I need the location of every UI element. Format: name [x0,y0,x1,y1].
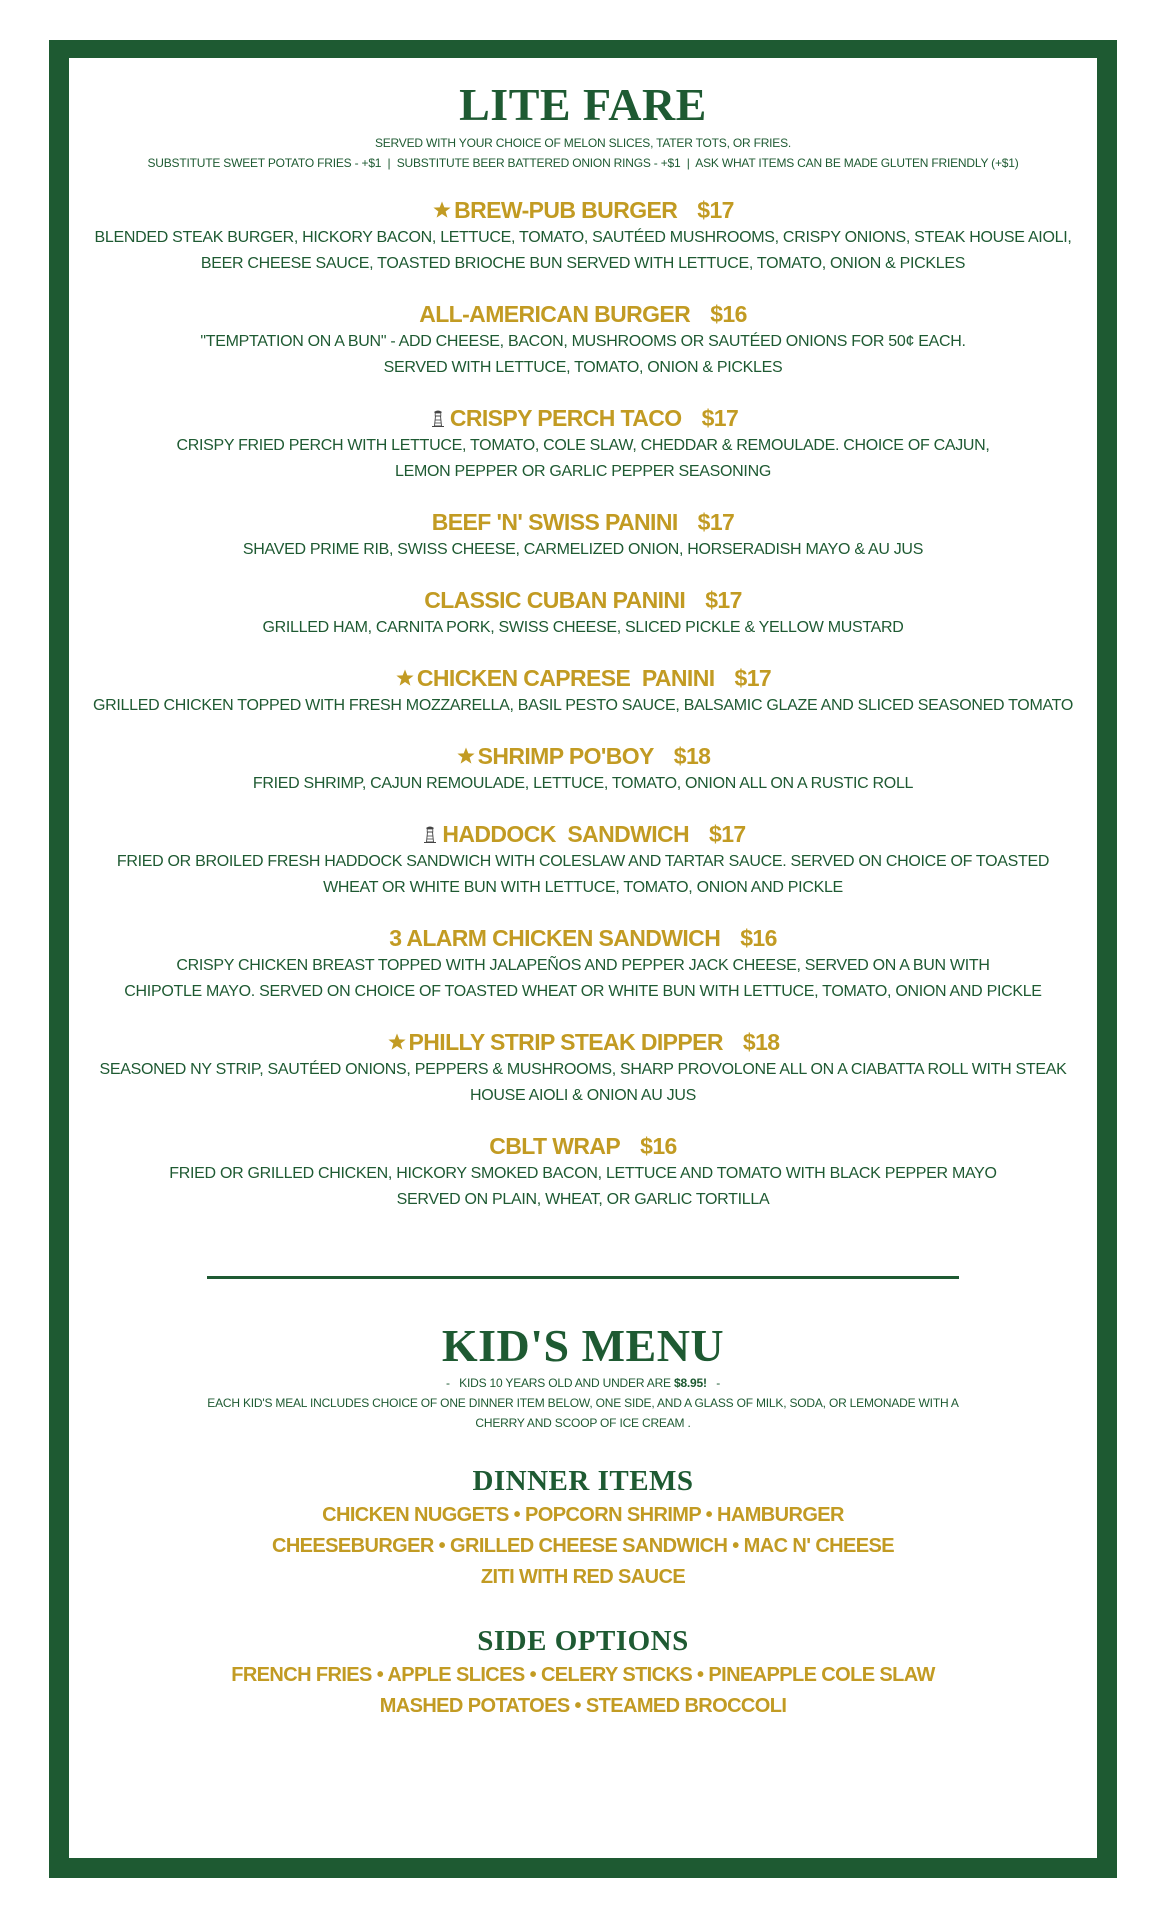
menu-item [69,585,1097,641]
menu-item-heading [69,819,1097,849]
menu-item-description: FRIED OR GRILLED CHICKEN, HICKORY SMOKED BACON, LETTUCE AND TOMATO WITH BLACK PEPPER MAYO [169,1165,997,1182]
menu-item-description: "TEMPTATION ON A BUN" - ADD CHEESE, BACON, MUSHROOMS OR SAUTÉED ONIONS FOR 50¢ EACH. [200,333,966,350]
menu-panel [69,58,1097,1858]
menu-border [49,40,1117,1878]
side-options-line: FRENCH FRIES • APPLE SLICES • CELERY STICKS • PINEAPPLE COLE SLAW [231,1664,935,1686]
dinner-items-list [69,1500,1097,1593]
menu-item-heading [69,195,1097,225]
menu-item-description: SHAVED PRIME RIB, SWISS CHEESE, CARMELIZED ONION, HORSERADISH MAYO & AU JUS [242,541,924,558]
menu-item-name: BREW-PUB BURGER [454,197,678,223]
menu-item-description: BEER CHEESE SAUCE, TOASTED BRIOCHE BUN SERVED WITH LETTUCE, TOMATO, ONION & PICKLES [200,255,966,272]
menu-item-price: $17 [701,405,739,431]
menu-item-description: HOUSE AIOLI & ONION AU JUS [469,1087,697,1104]
menu-item-price: $17 [697,509,735,535]
side-options-line: MASHED POTATOES • STEAMED BROCCOLI [379,1695,787,1717]
lite-fare-note [69,133,1097,173]
kids-price: $8.95! [673,1376,707,1390]
menu-item-description: BLENDED STEAK BURGER, HICKORY BACON, LETTUCE, TOMATO, SAUTÉED MUSHROOMS, CRISPY ONIONS, STEAK HOUSE AIOLI, [94,229,1072,246]
lite-fare-note-line-2: SUBSTITUTE SWEET POTATO FRIES - +$1 | SUBSTITUTE BEER BATTERED ONION RINGS - +$1 | ASK WHAT ITEMS CAN BE MADE GLUTEN FRIENDLY (+$1) [147,156,1019,170]
dinner-items-line: ZITI WITH RED SAUCE [480,1566,686,1588]
lite-fare-title: LITE FARE [459,79,707,130]
kids-note-prefix: - KIDS 10 YEARS OLD AND UNDER ARE [445,1376,674,1390]
menu-item-name: CBLT WRAP [489,1133,621,1159]
menu-item-description: CHIPOTLE MAYO. SERVED ON CHOICE OF TOASTED WHEAT OR WHITE BUN WITH LETTUCE, TOMATO, ONION AND PICKLE [124,983,1042,1000]
lite-fare-items [69,195,1097,1213]
lighthouse-icon [428,408,448,428]
menu-item-name: CLASSIC CUBAN PANINI [424,587,686,613]
menu-item-description: GRILLED HAM, CARNITA PORK, SWISS CHEESE, SLICED PICKLE & YELLOW MUSTARD [262,619,904,636]
kids-note-suffix: - [706,1376,720,1390]
menu-item [69,923,1097,1005]
menu-item-heading [69,1131,1097,1161]
kids-menu-title: KID'S MENU [441,1320,725,1371]
star-icon [456,746,476,766]
menu-item-price: $17 [697,197,734,223]
menu-item-description: SERVED WITH LETTUCE, TOMATO, ONION & PICKLES [383,359,783,376]
dinner-items-title: DINNER ITEMS [472,1465,694,1497]
side-options-title: SIDE OPTIONS [477,1625,689,1657]
menu-item-heading [69,585,1097,615]
dinner-items-line: CHICKEN NUGGETS • POPCORN SHRIMP • HAMBURGER [322,1504,844,1526]
menu-item [69,507,1097,563]
menu-item-description: SERVED ON PLAIN, WHEAT, OR GARLIC TORTILLA [396,1191,770,1208]
menu-item-price: $17 [709,821,746,847]
menu-item-heading [69,507,1097,537]
menu-item [69,819,1097,901]
menu-item-heading [69,1027,1097,1057]
menu-item-heading [69,741,1097,771]
menu-item-name: HADDOCK SANDWICH [442,821,690,847]
menu-item [69,403,1097,485]
kids-menu-note-line-1 [69,1373,1097,1393]
side-options-list [69,1660,1097,1722]
menu-item [69,195,1097,277]
menu-item-description: FRIED SHRIMP, CAJUN REMOULADE, LETTUCE, TOMATO, ONION ALL ON A RUSTIC ROLL [252,775,914,792]
menu-item-name: CHICKEN CAPRESE PANINI [416,665,715,691]
menu-item-description: WHEAT OR WHITE BUN WITH LETTUCE, TOMATO, ONION AND PICKLE [323,879,843,896]
menu-item-description: SEASONED NY STRIP, SAUTÉED ONIONS, PEPPERS & MUSHROOMS, SHARP PROVOLONE ALL ON A CIABATTA ROLL WITH STEAK [99,1061,1067,1078]
menu-item-name: CRISPY PERCH TACO [449,405,682,431]
menu-item-description: CRISPY CHICKEN BREAST TOPPED WITH JALAPEÑOS AND PEPPER JACK CHEESE, SERVED ON A BUN WITH [176,957,990,974]
kids-menu-note-line-3: CHERRY AND SCOOP OF ICE CREAM . [475,1416,691,1430]
lite-fare-note-line-1: SERVED WITH YOUR CHOICE OF MELON SLICES, TATER TOTS, OR FRIES. [374,136,792,150]
menu-item [69,663,1097,719]
menu-item-description: GRILLED CHICKEN TOPPED WITH FRESH MOZZARELLA, BASIL PESTO SAUCE, BALSAMIC GLAZE AND SLICED SEASONED TOMATO [92,697,1073,714]
menu-item-price: $17 [734,665,772,691]
star-icon [387,1032,407,1052]
menu-item-heading [69,663,1097,693]
menu-item-description: CRISPY FRIED PERCH WITH LETTUCE, TOMATO, COLE SLAW, CHEDDAR & REMOULADE. CHOICE OF CAJUN, [176,437,990,454]
lighthouse-icon [420,824,440,844]
menu-item-price: $18 [742,1029,780,1055]
menu-item-name: SHRIMP PO'BOY [477,743,654,769]
menu-item-price: $16 [640,1133,677,1159]
menu-item [69,1131,1097,1213]
menu-item-description: LEMON PEPPER OR GARLIC PEPPER SEASONING [395,463,771,480]
menu-item-price: $17 [705,587,742,613]
menu-item-price: $18 [673,743,711,769]
menu-item [69,1027,1097,1109]
menu-content [69,58,1097,1722]
menu-item-name: ALL-AMERICAN BURGER [419,301,691,327]
menu-item-heading [69,299,1097,329]
dinner-items-line: CHEESEBURGER • GRILLED CHEESE SANDWICH • MAC N' CHEESE [272,1535,894,1557]
star-icon [432,200,452,220]
menu-item-description: FRIED OR BROILED FRESH HADDOCK SANDWICH WITH COLESLAW AND TARTAR SAUCE. SERVED ON CHOICE OF TOASTED [116,853,1050,870]
menu-item-price: $16 [740,925,777,951]
menu-item-heading [69,403,1097,433]
kids-menu-note [69,1373,1097,1433]
menu-item-name: BEEF 'N' SWISS PANINI [431,509,678,535]
kids-menu-note-line-2: EACH KID'S MEAL INCLUDES CHOICE OF ONE DINNER ITEM BELOW, ONE SIDE, AND A GLASS OF MILK, SODA, OR LEMONADE WITH A [207,1396,959,1410]
menu-item [69,741,1097,797]
menu-item-price: $16 [710,301,747,327]
menu-item-heading [69,923,1097,953]
menu-item-name: 3 ALARM CHICKEN SANDWICH [389,925,721,951]
menu-item [69,299,1097,381]
menu-item-name: PHILLY STRIP STEAK DIPPER [408,1029,723,1055]
star-icon [395,668,415,688]
